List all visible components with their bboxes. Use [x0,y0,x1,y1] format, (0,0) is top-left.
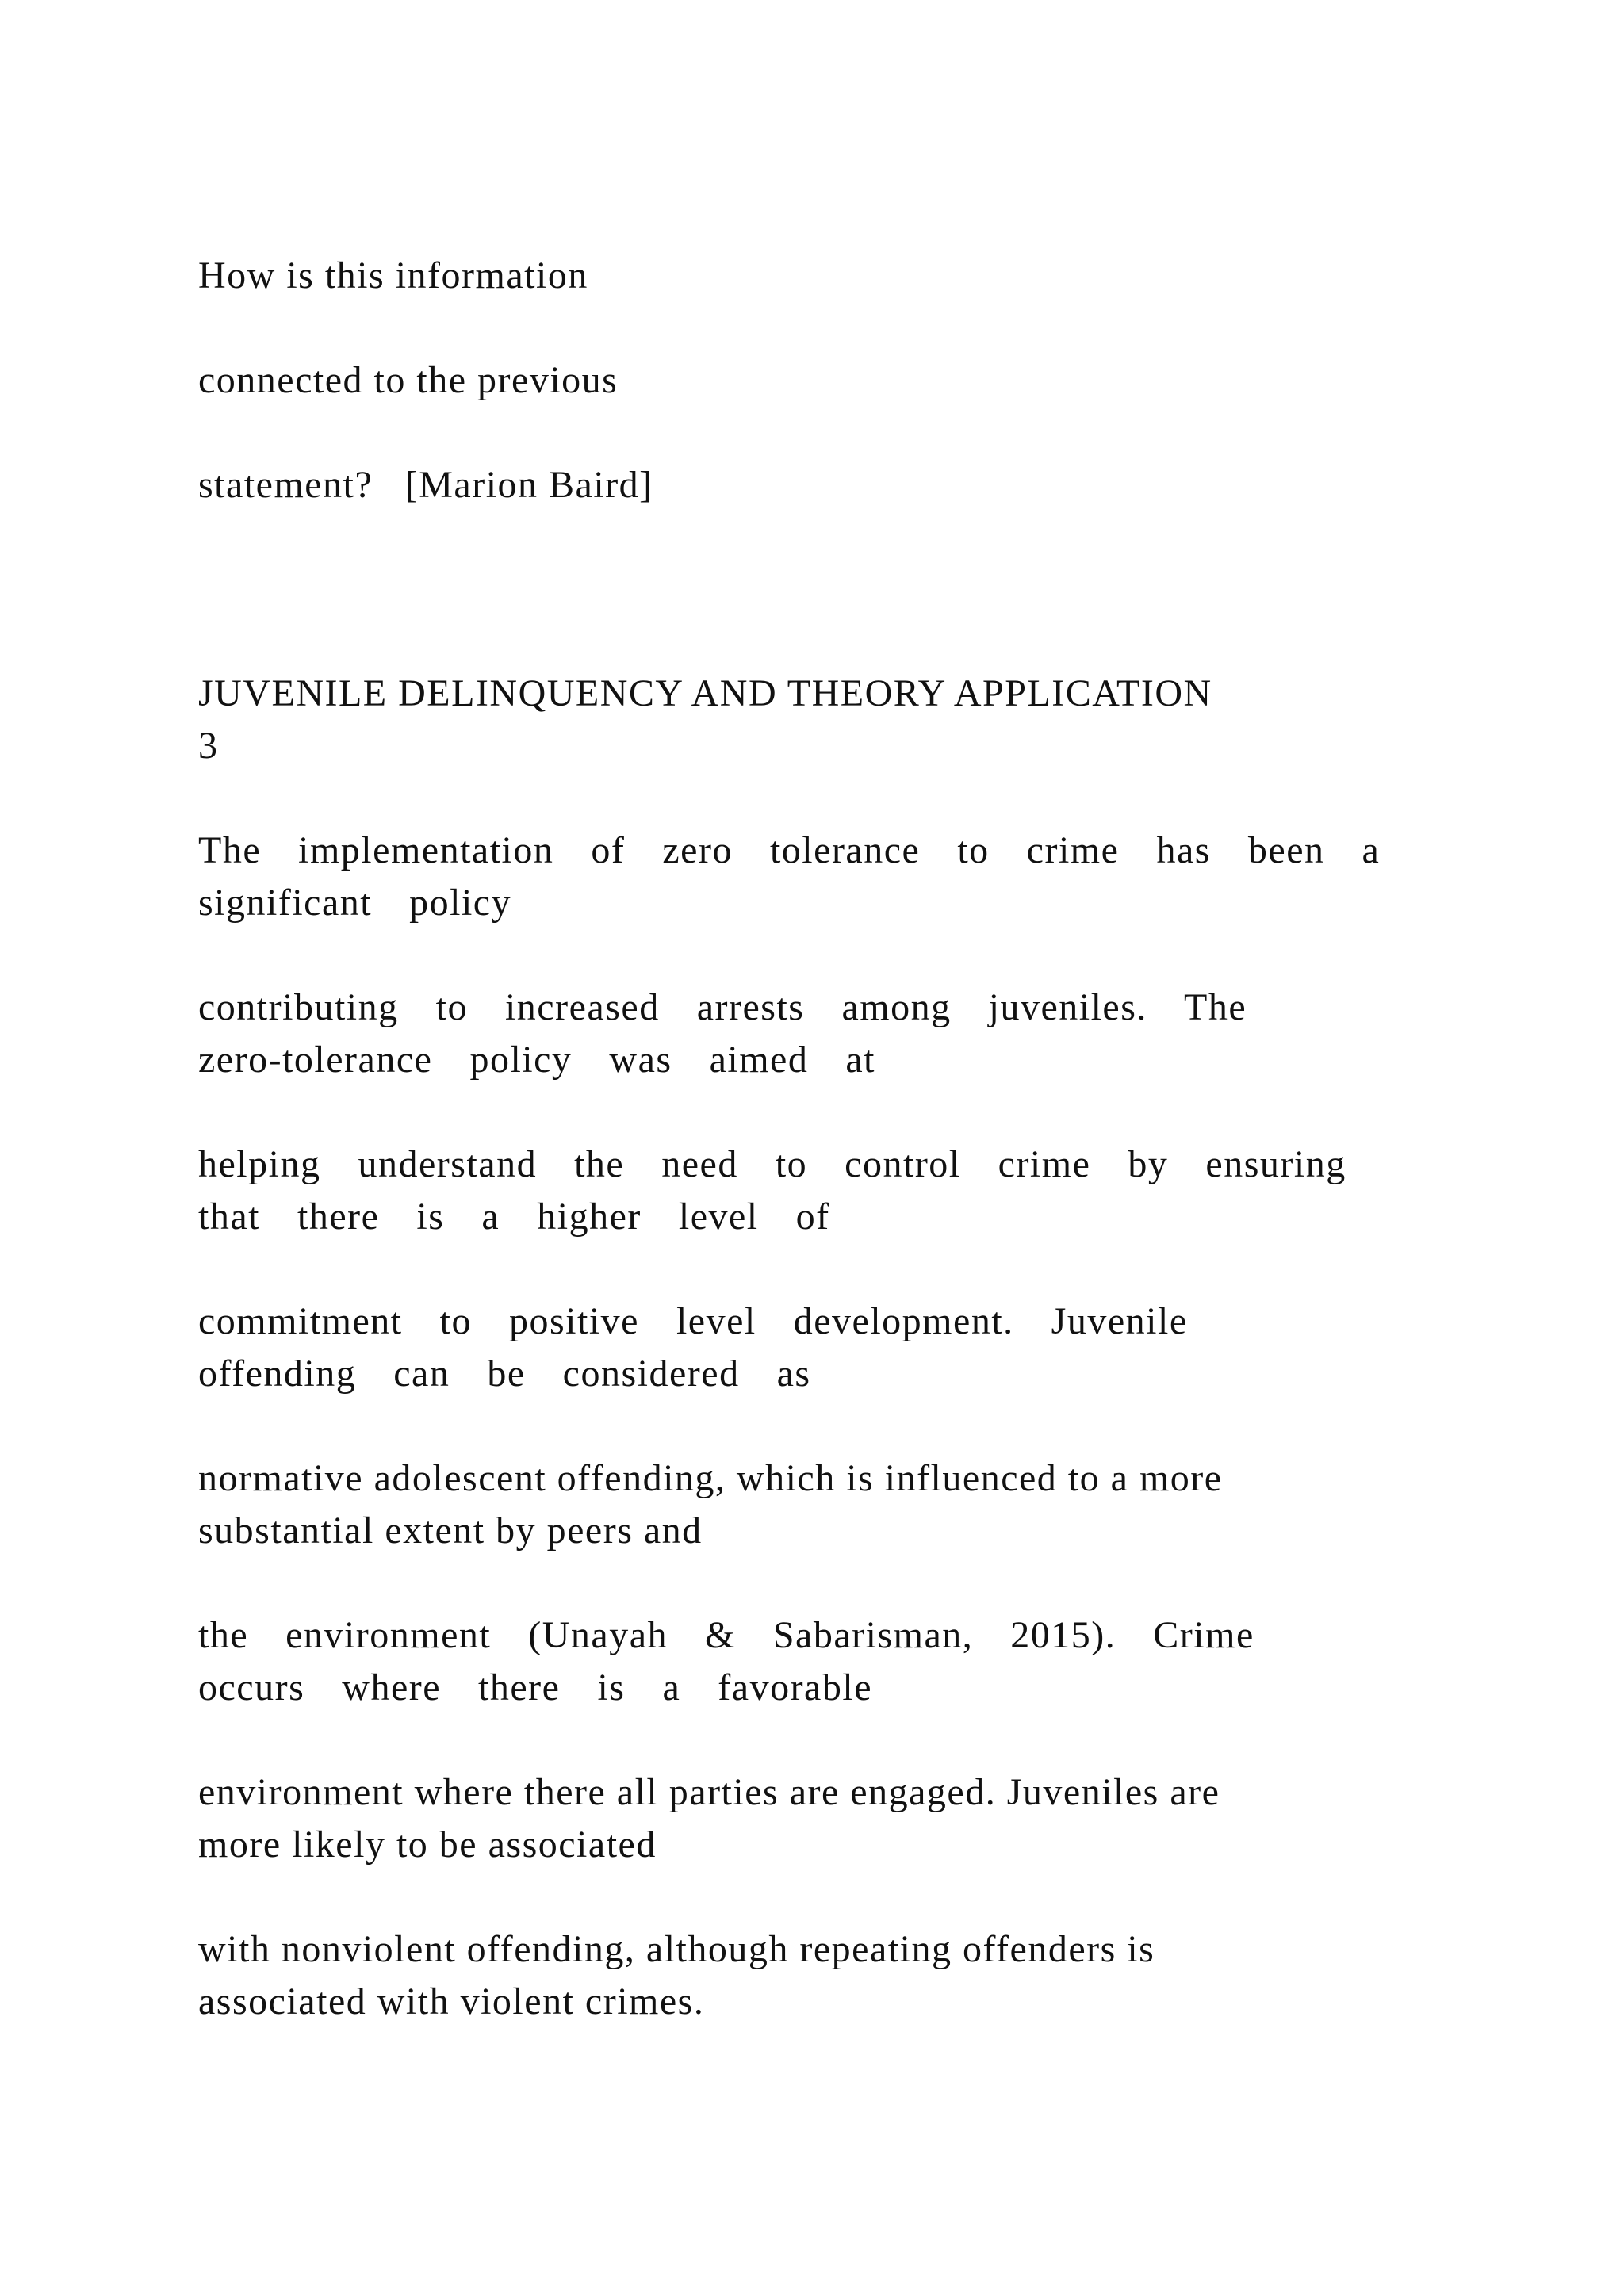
body-line-4: zero-tolerance policy was aimed at [198,1039,875,1081]
body-line-8: offending can be considered as [198,1353,811,1395]
running-title: JUVENILE DELINQUENCY AND THEORY APPLICATION [198,672,1212,714]
body-line-15: with nonviolent offending, although repeating offenders is [198,1928,1155,1970]
comment-line-3: statement? [Marion Baird] [198,464,653,506]
body-line-2: significant policy [198,882,512,924]
body-line-1: The implementation of zero tolerance to crime has been a [198,829,1381,871]
body-line-10: substantial extent by peers and [198,1510,703,1552]
body-line-9: normative adolescent offending, which is influenced to a more [198,1457,1223,1499]
body-line-13: environment where there all parties are engaged. Juveniles are [198,1771,1220,1813]
page-number: 3 [198,725,219,767]
comment-line-1: How is this information [198,254,588,297]
body-line-5: helping understand the need to control crime by ensuring [198,1143,1346,1185]
body-line-3: contributing to increased arrests among juveniles. The [198,986,1247,1028]
body-line-14: more likely to be associated [198,1823,657,1866]
body-line-16: associated with violent crimes. [198,1980,705,2022]
comment-line-2: connected to the previous [198,359,619,401]
body-line-7: commitment to positive level development. Juvenile [198,1300,1188,1342]
body-line-6: that there is a higher level of [198,1196,830,1238]
body-line-12: occurs where there is a favorable [198,1667,872,1709]
body-line-11: the environment (Unayah & Sabarisman, 2015). Crime [198,1614,1254,1656]
